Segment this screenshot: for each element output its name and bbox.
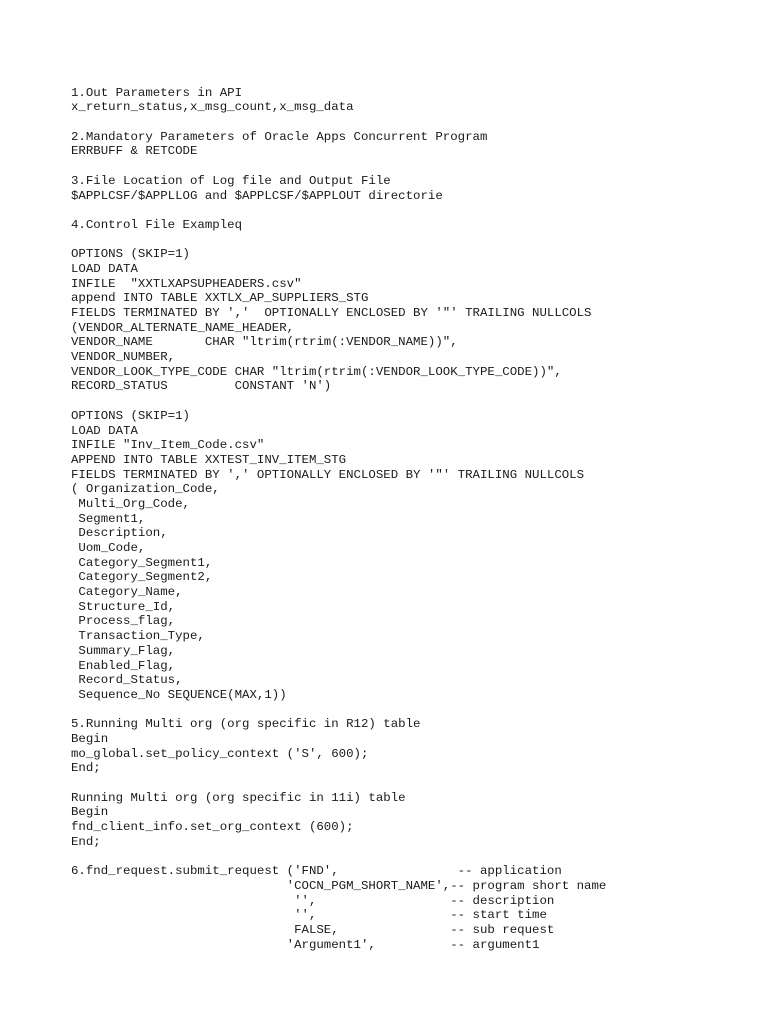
document-line: FIELDS TERMINATED BY ',' OPTIONALLY ENCLOSED BY '"' TRAILING NULLCOLS xyxy=(71,306,592,320)
document-line: Running Multi org (org specific in 11i) table xyxy=(71,790,406,805)
blank-line xyxy=(71,233,768,248)
document-line: INFILE "XXTLXAPSUPHEADERS.csv" xyxy=(71,276,302,291)
document-line: 'COCN_PGM_SHORT_NAME',-- program short name xyxy=(71,878,607,893)
document-line: mo_global.set_policy_context ('S', 600); xyxy=(71,746,369,761)
blank-line xyxy=(71,115,768,130)
document-line: End; xyxy=(71,761,101,776)
document-line: End; xyxy=(71,834,101,849)
document-line: $APPLCSF/$APPLLOG and $APPLCSF/$APPLOUT directorie xyxy=(71,188,443,203)
document-line: 5.Running Multi org (org specific in R12) table xyxy=(71,717,421,732)
document-line: Category_Segment2, xyxy=(71,570,213,585)
document-line: VENDOR_NUMBER, xyxy=(71,350,176,365)
document-line: 2.Mandatory Parameters of Oracle Apps Concurrent Program xyxy=(71,129,488,144)
document-line: Segment1, xyxy=(71,511,146,526)
document-line: Record_Status, xyxy=(71,673,183,688)
document-line: OPTIONS (SKIP=1) xyxy=(71,247,190,262)
document-line: OPTIONS (SKIP=1) xyxy=(71,408,190,423)
blank-line xyxy=(71,159,768,174)
document-page xyxy=(71,71,768,952)
document-line: 6.fnd_request.submit_request ('FND', -- application xyxy=(71,864,562,879)
document-line: Category_Segment1, xyxy=(71,555,213,570)
document-line: Summary_Flag, xyxy=(71,643,176,658)
document-line: LOAD DATA xyxy=(71,261,138,276)
document-line: FIELDS TERMINATED BY ',' OPTIONALLY ENCLOSED BY '"' TRAILING NULLCOLS xyxy=(71,467,585,482)
document-line: Begin xyxy=(71,805,109,820)
document-line: fnd_client_info.set_org_context (600); xyxy=(71,820,354,835)
document-line: INFILE "Inv_Item_Code.csv" xyxy=(71,438,265,453)
document-line: LOAD DATA xyxy=(71,423,138,438)
document-line: (VENDOR_ALTERNATE_NAME_HEADER, xyxy=(71,320,295,335)
document-line: Process_flag, xyxy=(71,614,176,629)
blank-line xyxy=(71,849,768,864)
document-line: 'Argument1', -- argument1 xyxy=(71,937,540,952)
document-line: VENDOR_NAME CHAR "ltrim(rtrim(:VENDOR_NAME))", xyxy=(71,335,458,350)
blank-line xyxy=(71,703,768,718)
document-line: Category_Name, xyxy=(71,585,183,600)
document-line: Transaction_Type, xyxy=(71,629,205,644)
document-line: '', -- start time xyxy=(71,908,547,923)
document-line: APPEND INTO TABLE XXTEST_INV_ITEM_STG xyxy=(71,452,347,467)
document-line: FALSE, -- sub request xyxy=(71,922,555,937)
document-line: Multi_Org_Code, xyxy=(71,496,190,511)
document-line: Enabled_Flag, xyxy=(71,658,176,673)
document-line: append INTO TABLE XXTLX_AP_SUPPLIERS_STG xyxy=(71,291,369,306)
document-line: Description, xyxy=(71,526,168,541)
document-line: Sequence_No SEQUENCE(MAX,1)) xyxy=(71,687,287,702)
document-line: x_return_status,x_msg_count,x_msg_data xyxy=(71,100,354,115)
blank-line xyxy=(71,776,768,791)
document-line: 4.Control File Exampleq xyxy=(71,217,243,232)
document-line: '', -- description xyxy=(71,893,555,908)
document-line: ERRBUFF & RETCODE xyxy=(71,144,198,159)
document-line: Structure_Id, xyxy=(71,599,176,614)
document-line: VENDOR_LOOK_TYPE_CODE CHAR "ltrim(rtrim(:VENDOR_LOOK_TYPE_CODE))", xyxy=(71,364,562,379)
blank-line xyxy=(71,71,768,86)
document-line: 3.File Location of Log file and Output File xyxy=(71,173,391,188)
document-line: Begin xyxy=(71,731,109,746)
document-line: 1.Out Parameters in API xyxy=(71,85,243,100)
document-line: RECORD_STATUS CONSTANT 'N') xyxy=(71,379,332,394)
blank-line xyxy=(71,394,768,409)
blank-line xyxy=(71,203,768,218)
document-line: ( Organization_Code, xyxy=(71,482,220,497)
document-line: Uom_Code, xyxy=(71,541,146,555)
